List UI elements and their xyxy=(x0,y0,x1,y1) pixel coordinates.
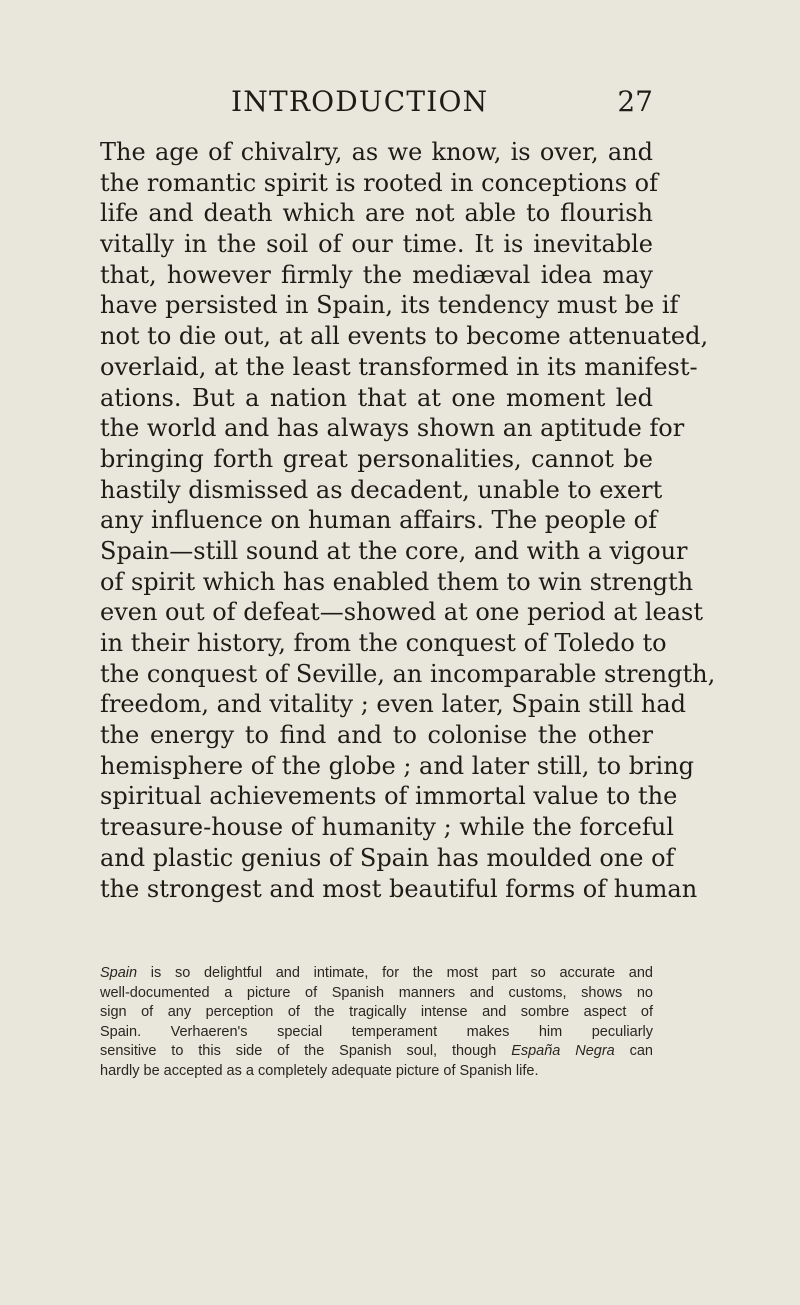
text-line: even out of defeat—showed at one period at least xyxy=(100,598,703,627)
text-line: that, however firmly the mediæval idea may xyxy=(100,260,653,289)
footnote-italic-title: Spain xyxy=(100,965,138,981)
text-line: hemisphere of the globe ; and later still, to bring xyxy=(100,751,695,780)
footnote-italic-title: España Negra xyxy=(511,1043,615,1060)
text-line: spiritual achievements of immortal value to the xyxy=(100,782,678,811)
text-line: the romantic spirit is rooted in conceptions of xyxy=(100,168,658,197)
text-line: the energy to find and to colonise the other xyxy=(100,721,653,750)
footnote xyxy=(100,964,653,1082)
text-line: not to die out, at all events to become attenuated, xyxy=(100,322,709,351)
footnote-line: well-documented a picture of Spanish manners and customs, shows no xyxy=(100,984,653,1001)
page-number: 27 xyxy=(617,85,653,118)
footnote-line: sign of any perception of the tragically intense and sombre aspect of xyxy=(100,1004,653,1021)
text-line: life and death which are not able to flourish xyxy=(100,199,653,228)
text-line: in their history, from the conquest of Toledo to xyxy=(100,629,667,657)
running-head xyxy=(100,82,653,122)
text-line: treasure-house of humanity ; while the forceful xyxy=(100,813,674,842)
text-line: overlaid, at the least transformed in its manifest- xyxy=(100,352,698,381)
text-line: the strongest and most beautiful forms of human xyxy=(100,874,698,903)
text-line: the conquest of Seville, an incomparable strength, xyxy=(100,659,716,688)
text-line: ations. But a nation that at one moment led xyxy=(100,383,653,412)
text-line: have persisted in Spain, its tendency must be if xyxy=(100,291,679,320)
text-line: vitally in the soil of our time. It is inevitable xyxy=(100,230,653,259)
text-line: Spain—still sound at the core, and with a vigour xyxy=(100,536,688,565)
text-line: and plastic genius of Spain has moulded one of xyxy=(100,843,675,872)
footnote-line xyxy=(100,1042,653,1062)
footnote-text: sensitive to this side of the Spanish soul, though xyxy=(100,1043,512,1060)
body-paragraph xyxy=(100,137,716,904)
running-head-title: INTRODUCTION xyxy=(231,85,489,118)
footnote-text: can xyxy=(614,1043,653,1060)
text-line: bringing forth great personalities, cannot be xyxy=(100,444,653,473)
text-line: hastily dismissed as decadent, unable to exert xyxy=(100,475,663,504)
footnote-text: is so delightful and intimate, for the most part so accurate and xyxy=(137,965,653,981)
text-line: The age of chivalry, as we know, is over, and xyxy=(100,138,653,166)
text-line: of spirit which has enabled them to win strength xyxy=(100,567,694,596)
footnote-line: Spain. Verhaeren's special temperament makes him peculiarly xyxy=(100,1023,653,1040)
text-line: freedom, and vitality ; even later, Spain still had xyxy=(100,690,687,719)
text-line: any influence on human affairs. The people of xyxy=(100,506,657,535)
footnote-line: hardly be accepted as a completely adequate picture of Spanish life. xyxy=(100,1062,539,1079)
footnote-line xyxy=(100,964,653,984)
text-line: the world and has always shown an aptitude for xyxy=(100,414,685,443)
